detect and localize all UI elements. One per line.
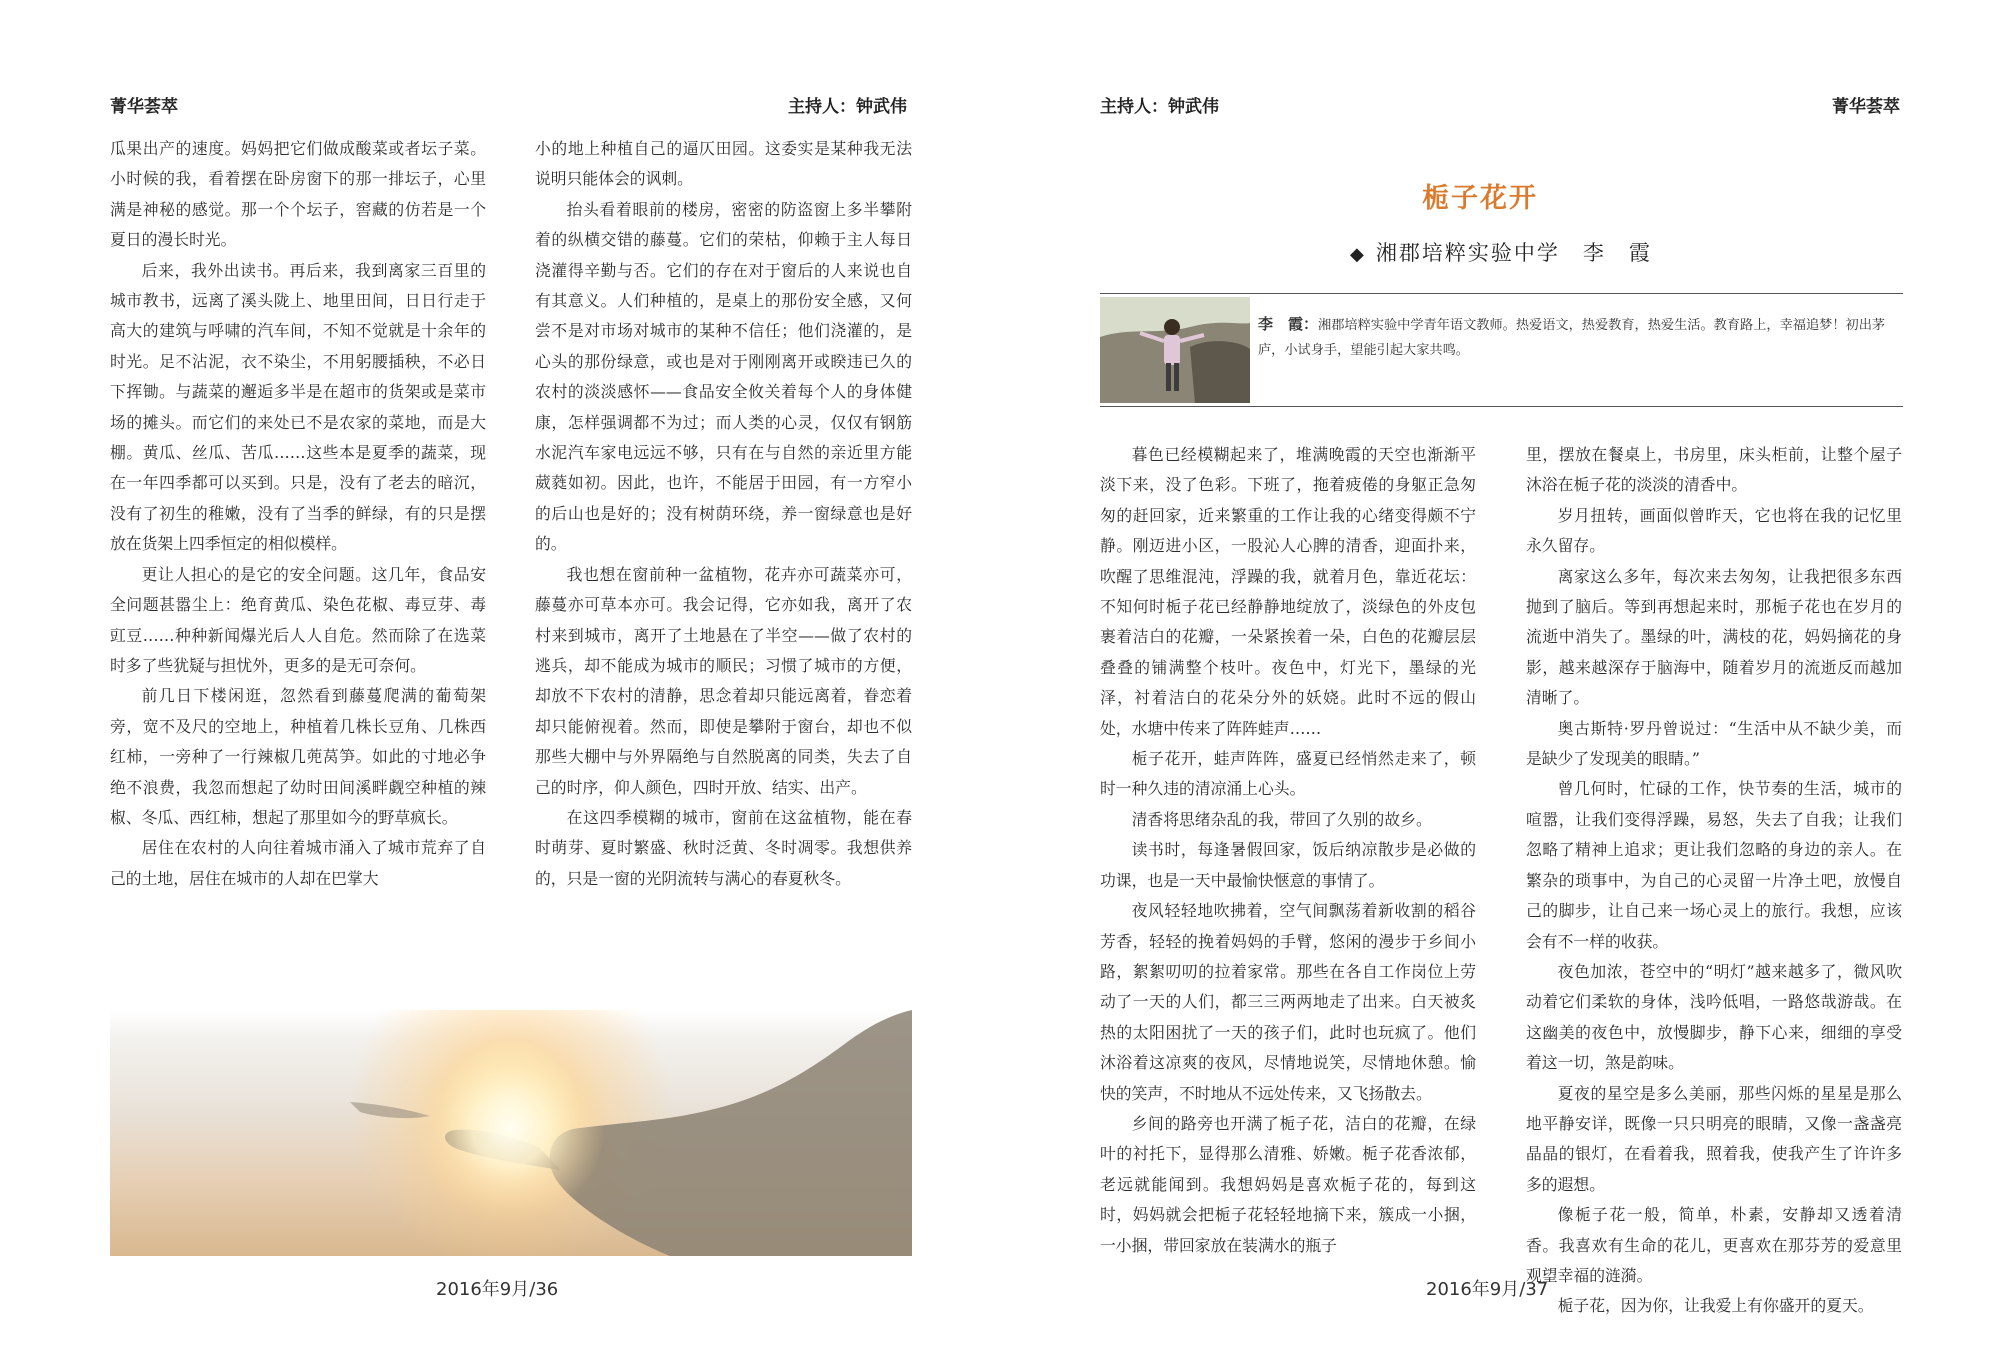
paragraph: 居住在农村的人向往着城市涌入了城市荒弃了自己的土地，居住在城市的人却在巴掌大 xyxy=(110,838,486,888)
section-header: 菁华荟萃 xyxy=(110,97,178,117)
article-column-2 xyxy=(535,134,912,894)
author-line xyxy=(1350,237,1652,267)
article-column-3 xyxy=(1100,440,1476,1261)
paragraph: 暮色已经模糊起来了，堆满晚霞的天空也渐渐平淡下来，没了色彩。下班了，拖着疲倦的身躯正急匆匆的赶回家，近来繁重的工作让我的心绪变得颇不宁静。刚迈进小区，一股沁人心脾的清香，迎面扑来，吹醒了思维混沌，浮躁的我，就着月色，靠近花坛：不知何时栀子花已经静静地绽放了，淡绿色的外皮包裹着洁白的花瓣，一朵紧挨着一朵，白色的花瓣层层叠叠的铺满整个枝叶。夜色中，灯光下，墨绿的光泽，衬着洁白的花朵分外的妖娆。此时不远的假山处，水塘中传来了阵阵蛙声…… xyxy=(1100,445,1476,738)
sunset-hand-photo xyxy=(110,1010,912,1256)
section-header: 菁华荟萃 xyxy=(1832,97,1900,117)
author-bio xyxy=(1100,293,1903,407)
paragraph: 我也想在窗前种一盆植物，花卉亦可蔬菜亦可，藤蔓亦可草本亦可。我会记得，它亦如我，离开了农村来到城市，离开了土地悬在了半空——做了农村的逃兵，却不能成为城市的顺民；习惯了城市的方便，却放不下农村的清静，思念着却只能远离着，眷恋着却只能俯视着。然而，即使是攀附于窗台，却也不似那些大棚中与外界隔绝与自然脱离的同类，失去了自己的时序，仰人颜色，四时开放、结实、出产。 xyxy=(535,564,912,797)
author-photo xyxy=(1100,297,1250,403)
paragraph: 乡间的路旁也开满了栀子花，洁白的花瓣，在绿叶的衬托下，显得那么清雅、娇嫩。栀子花香浓郁，老远就能闻到。我想妈妈是喜欢栀子花的，每到这时，妈妈就会把栀子花轻轻地摘下来，簇成一小捆，一小捆，带回家放在装满水的瓶子 xyxy=(1100,1113,1476,1255)
author-portrait xyxy=(1100,297,1250,403)
paragraph: 前几日下楼闲逛，忽然看到藤蔓爬满的葡萄架旁，宽不及尺的空地上，种植着几株长豆角、几株西红柿，一旁种了一行辣椒几蔸莴笋。如此的寸地必争绝不浪费，我忽而想起了幼时田间溪畔觑空种植的辣椒、冬瓜、西红柿，想起了那里如今的野草疯长。 xyxy=(110,686,486,827)
paragraph: 夜色加浓，苍空中的“明灯”越来越多了，微风吹动着它们柔软的身体，浅吟低唱，一路悠哉游哉。在这幽美的夜色中，放慢脚步，静下心来，细细的享受着这一切，煞是韵味。 xyxy=(1526,961,1902,1073)
bio-text xyxy=(1258,312,1898,363)
paragraph: 岁月扭转，画面似曾昨天，它也将在我的记忆里永久留存。 xyxy=(1526,505,1902,556)
paragraph: 栀子花，因为你，让我爱上有你盛开的夏天。 xyxy=(1557,1296,1874,1316)
bio-description: 湘郡培粹实验中学青年语文教师。热爱语文，热爱教育，热爱生活。教育路上，幸福追梦！初出茅庐，小试身手，望能引起大家共鸣。 xyxy=(1258,318,1886,358)
host-header: 主持人：钟武伟 xyxy=(1100,97,1219,117)
hand-silhouette xyxy=(110,1010,912,1256)
author-school: 湘郡培粹实验中学 李 霞 xyxy=(1375,241,1652,265)
paragraph: 瓜果出产的速度。妈妈把它们做成酸菜或者坛子菜。小时候的我，看着摆在卧房窗下的那一排坛子，心里满是神秘的感觉。那一个个坛子，窖藏的仿若是一个夏日的漫长时光。 xyxy=(110,139,486,250)
page-number: 2016年9月/36 xyxy=(436,1279,559,1300)
paragraph: 离家这么多年，每次来去匆匆，让我把很多东西抛到了脑后。等到再想起来时，那栀子花也在岁月的流逝中消失了。墨绿的叶，满枝的花，妈妈摘花的身影，越来越深存于脑海中，随着岁月的流逝反而越加清晰了。 xyxy=(1526,566,1902,708)
paragraph: 读书时，每逢暑假回家，饭后纳凉散步是必做的功课，也是一天中最愉快惬意的事情了。 xyxy=(1100,840,1476,890)
paragraph: 后来，我外出读书。再后来，我到离家三百里的城市教书，远离了溪头陇上、地里田间，日日行走于高大的建筑与呼啸的汽车间，不知不觉就是十余年的时光。足不沾泥，衣不染尘，不用躬腰插秧，不必日下挥锄。与蔬菜的邂逅多半是在超市的货架或是菜市场的摊头。而它们的来处已不是农家的菜地，而是大棚。黄瓜、丝瓜、苦瓜……这些本是夏季的蔬菜，现在一年四季都可以买到。只是，没有了老去的暗沉，没有了初生的稚嫩，没有了当季的鲜绿，有的只是摆放在货架上四季恒定的相似模样。 xyxy=(110,260,486,554)
paragraph: 夜风轻轻地吹拂着，空气间飘荡着新收割的稻谷芳香，轻轻的挽着妈妈的手臂，悠闲的漫步于乡间小路，絮絮叨叨的拉着家常。那些在各自工作岗位上劳动了一天的人们，都三三两两地走了出来。白天被炙热的太阳困扰了一天的孩子们，此时也玩疯了。他们沐浴着这凉爽的夜风，尽情地说笑，尽情地休憩。愉快的笑声，不时地从不远处传来，又飞扬散去。 xyxy=(1100,901,1476,1103)
diamond-icon: ◆ xyxy=(1350,244,1366,265)
paragraph: 在这四季模糊的城市，窗前在这盆植物，能在春时萌芽、夏时繁盛、秋时泛黄、冬时凋零。我想供养的，只是一窗的光阴流转与满心的春夏秋冬。 xyxy=(535,807,912,888)
host-header: 主持人：钟武伟 xyxy=(788,97,907,117)
article-column-1 xyxy=(110,134,486,894)
paragraph: 清香将思绪杂乱的我，带回了久别的故乡。 xyxy=(1131,809,1432,829)
paragraph: 抬头看着眼前的楼房，密密的防盗窗上多半攀附着的纵横交错的藤蔓。它们的荣枯，仰赖于主人每日浇灌得辛勤与否。它们的存在对于窗后的人来说也自有其意义。人们种植的，是桌上的那份安全感，又何尝不是对市场对城市的某种不信任；他们浇灌的，是心头的那份绿意，或也是对于刚刚离开或睽违已久的农村的淡淡感怀——食品安全攸关着每个人的身体健康，怎样强调都不为过；而人类的心灵，仅仅有钢筋水泥汽车家电远远不够，只有在与自然的亲近里方能葳蕤如初。因此，也许，不能居于田园，有一方窄小的后山也是好的；没有树荫环绕，养一窗绿意也是好的。 xyxy=(535,199,912,554)
paragraph: 像栀子花一般，简单，朴素，安静却又透着清香。我喜欢有生命的花儿，更喜欢在那芬芳的爱意里观望幸福的涟漪。 xyxy=(1526,1205,1902,1285)
article-title: 栀子花开 xyxy=(1422,183,1538,214)
paragraph: 曾几何时，忙碌的工作，快节奏的生活，城市的喧嚣，让我们变得浮躁，易怒，失去了自我；让我们忽略了精神上追求；更让我们忽略的身边的亲人。在繁杂的琐事中，为自己的心灵留一片净土吧，放慢自己的脚步，让自己来一场心灵上的旅行。我想，应该会有不一样的收获。 xyxy=(1526,779,1902,951)
bio-name: 李 霞： xyxy=(1258,315,1319,333)
article-column-4 xyxy=(1526,440,1902,1322)
paragraph: 栀子花开，蛙声阵阵，盛夏已经悄然走来了，顿时一种久违的清凉涌上心头。 xyxy=(1100,749,1476,799)
page-number: 2016年9月/37 xyxy=(1426,1279,1549,1300)
paragraph: 更让人担心的是它的安全问题。这几年，食品安全问题甚嚣尘上：绝育黄瓜、染色花椒、毒豆芽、毒豇豆……种种新闻爆光后人人自危。然而除了在选菜时多了些犹疑与担忧外，更多的是无可奈何。 xyxy=(110,564,486,675)
paragraph: 里，摆放在餐桌上，书房里，床头柜前，让整个屋子沐浴在栀子花的淡淡的清香中。 xyxy=(1526,445,1902,495)
paragraph: 小的地上种植自己的逼仄田园。这委实是某种我无法说明只能体会的讽刺。 xyxy=(535,139,912,189)
paragraph: 奥古斯特·罗丹曾说过：“生活中从不缺少美，而是缺少了发现美的眼睛。” xyxy=(1526,718,1902,769)
paragraph: 夏夜的星空是多么美丽，那些闪烁的星星是那么地平静安详，既像一只只明亮的眼睛，又像一盏盏亮晶晶的银灯，在看着我，照着我，使我产生了许许多多的遐想。 xyxy=(1526,1083,1902,1194)
